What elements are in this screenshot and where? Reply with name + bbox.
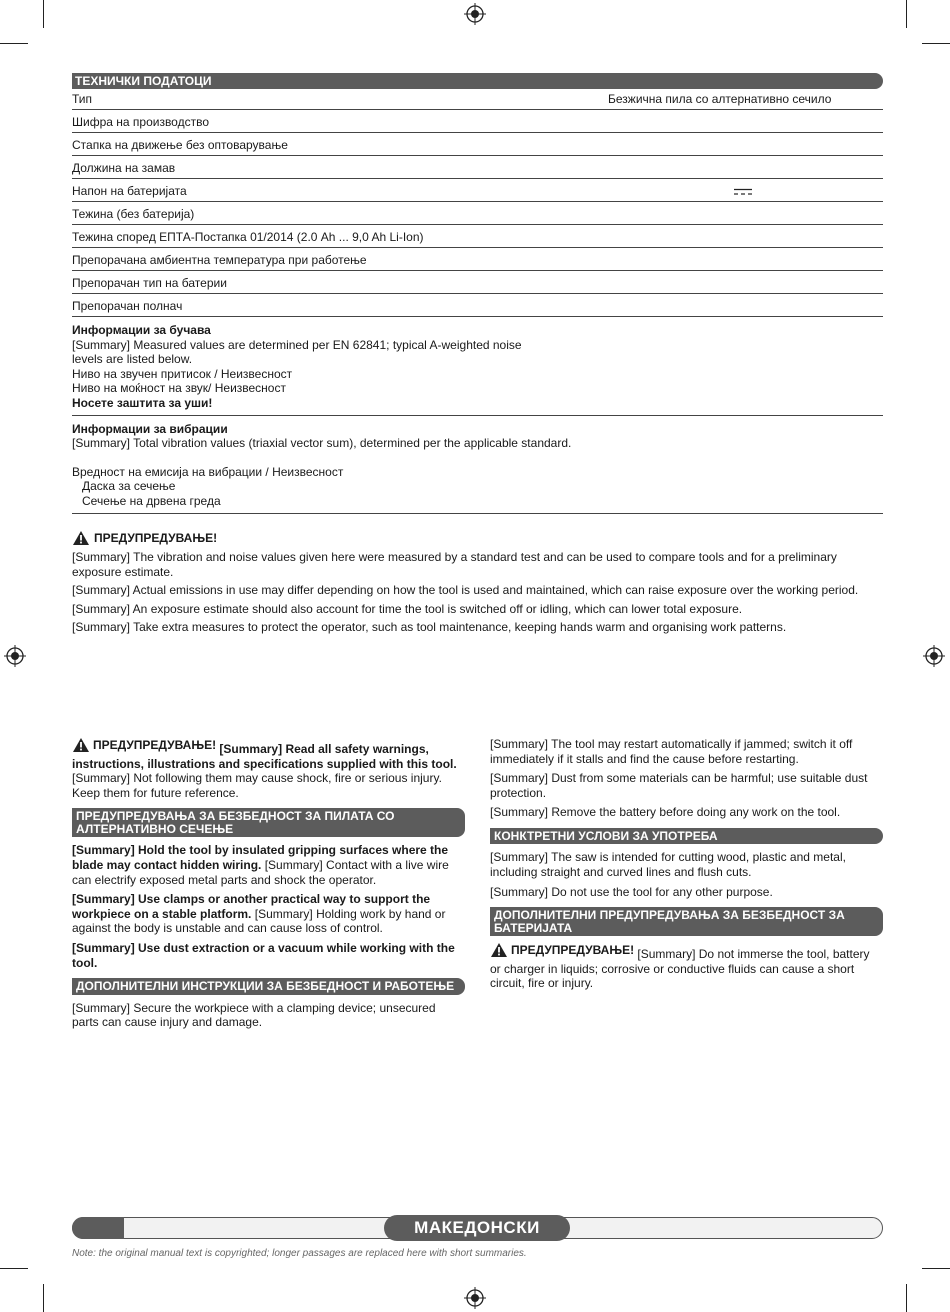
hearing-protection-note: Носете заштита за уши!	[72, 395, 213, 410]
spec-label: Препорачан полнач	[72, 299, 183, 313]
section-heading: ДОПОЛНИТЕЛНИ ИНСТРУКЦИИ ЗА БЕЗБЕДНОСТ И РАБОТЕЊЕ	[72, 978, 465, 995]
noise-information	[72, 317, 883, 416]
warning-paragraph: [Summary] Actual emissions in use may differ depending on how the tool is used and maintained, which can raise exposure over the working period.	[72, 583, 859, 598]
warning-intro	[72, 550, 883, 639]
vibration-title: Информации за вибрации	[72, 421, 228, 436]
general-safety-warning	[72, 737, 465, 800]
spec-label: Напон на батеријата	[72, 184, 187, 198]
crop-mark	[0, 43, 28, 44]
safety-paragraph: [Summary] Remove the battery before doing any work on the tool.	[490, 805, 841, 820]
usage-paragraph: [Summary] The saw is intended for cutting wood, plastic and metal, including straight and curved lines and flush cuts.	[490, 850, 846, 880]
warning-lead: ПРЕДУПРЕДУВАЊЕ!	[511, 942, 635, 957]
vibration-information	[72, 416, 883, 514]
crop-mark	[906, 1284, 907, 1312]
safety-paragraph	[72, 892, 465, 936]
spec-row	[72, 179, 883, 202]
spec-row	[72, 294, 883, 317]
crop-mark	[922, 1268, 950, 1269]
safety-paragraph	[72, 843, 465, 887]
spec-label: Тип	[72, 92, 93, 106]
spec-row	[72, 156, 883, 179]
registration-mark-icon	[464, 1287, 486, 1309]
warning-heading	[72, 530, 217, 546]
left-column	[72, 737, 465, 1035]
warning-text: [Summary] Do not immerse the tool, battery or charger in liquids; corrosive or conductive fluids can cause a short circuit, fire or injury.	[490, 947, 870, 991]
warning-triangle-icon	[490, 942, 508, 958]
safety-text: [Summary] Contact with a live wire can electrify exposed metal parts and shock the operator.	[72, 857, 449, 887]
registration-mark-icon	[923, 645, 945, 667]
spec-label: Препорачана амбиентна температура при работење	[72, 253, 367, 267]
spec-label: Препорачан тип на батерии	[72, 276, 227, 290]
registration-mark-icon	[4, 645, 26, 667]
spec-row	[72, 248, 883, 271]
safety-bold-text: [Summary] Use clamps or another practical way to support the workpiece on a stable platform.	[72, 892, 431, 921]
safety-bold-text: [Summary] Hold the tool by insulated gripping surfaces where the blade may contact hidden wiring.	[72, 843, 449, 872]
safety-text: [Summary] Holding work by hand or against the body is unstable and can cause loss of control.	[72, 906, 446, 936]
warning-triangle-icon	[72, 530, 90, 546]
crop-mark	[43, 1284, 44, 1312]
spec-row	[72, 225, 883, 248]
technical-data-heading: ТЕХНИЧКИ ПОДАТОЦИ	[72, 73, 883, 89]
right-column	[490, 737, 883, 996]
usage-paragraph: [Summary] Do not use the tool for any other purpose.	[490, 884, 773, 899]
spec-row	[72, 202, 883, 225]
safety-paragraph: [Summary] Use dust extraction or a vacuum while working with the tool.	[72, 940, 455, 970]
spec-label: Шифра на производство	[72, 115, 210, 129]
spec-label: Тежина (без батерија)	[72, 207, 195, 221]
safety-paragraph: [Summary] The tool may restart automatically if jammed; switch it off immediately if it stalls and find the cause before restarting.	[490, 737, 853, 766]
vibration-item: Сечење на дрвена греда	[82, 493, 221, 508]
footer-page-tab	[72, 1217, 124, 1239]
warning-paragraph: [Summary] Take extra measures to protect the operator, such as tool maintenance, keeping hands warm and organising work patterns.	[72, 620, 787, 635]
spec-row	[72, 110, 883, 133]
inline-warning	[490, 942, 634, 958]
inline-warning	[72, 737, 216, 753]
vibration-emission-label: Вредност на емисија на вибрации / Неизвесност	[72, 464, 344, 479]
copyright-note: Note: the original manual text is copyrighted; longer passages are replaced here with short summaries.	[72, 1248, 527, 1259]
spec-label: Стапка на движење без оптоварување	[72, 138, 288, 152]
noise-title: Информации за бучава	[72, 323, 211, 337]
battery-warning	[490, 942, 883, 991]
crop-mark	[43, 0, 44, 28]
spec-label: Должина на замав	[72, 161, 176, 175]
technical-data-table	[72, 73, 883, 514]
warning-paragraph: [Summary] The vibration and noise values given here were measured by a standard test and can be used to compare tools and for a preliminary exposure estimate.	[72, 550, 837, 579]
safety-paragraph: [Summary] Dust from some materials can be harmful; use suitable dust protection.	[490, 771, 868, 800]
crop-mark	[922, 43, 950, 44]
noise-line: Ниво на моќност на звук/ Неизвесност	[72, 381, 286, 396]
spec-value: Безжична пила со алтернативно сечило	[608, 92, 832, 106]
warning-lead: ПРЕДУПРЕДУВАЊЕ!	[93, 737, 217, 752]
spec-row	[72, 89, 883, 110]
dc-voltage-icon	[734, 188, 752, 196]
warning-triangle-icon	[72, 737, 90, 753]
section-heading: КОНКТРЕТНИ УСЛОВИ ЗА УПОТРЕБА	[490, 828, 883, 845]
spec-row	[72, 133, 883, 156]
section-heading: ДОПОЛНИТЕЛНИ ПРЕДУПРЕДУВАЊА ЗА БЕЗБЕДНОСТ ЗА БАТЕРИЈАТА	[490, 907, 883, 936]
safety-paragraph: [Summary] Secure the workpiece with a clamping device; unsecured parts can cause injury and damage.	[72, 1000, 436, 1030]
noise-line: Ниво на звучен притисок / Неизвесност	[72, 366, 293, 381]
vibration-item: Даска за сечење	[82, 479, 176, 494]
warning-bold-text: [Summary] Read all safety warnings, instructions, illustrations and specifications supplied with this tool.	[72, 742, 457, 771]
registration-mark-icon	[464, 3, 486, 25]
spec-row	[72, 271, 883, 294]
language-label: МАКЕДОНСКИ	[384, 1215, 570, 1241]
section-heading: ПРЕДУПРЕДУВАЊА ЗА БЕЗБЕДНОСТ ЗА ПИЛАТА СО АЛТЕРНАТИВНО СЕЧЕЊЕ	[72, 808, 465, 837]
noise-summary: [Summary] Measured values are determined per EN 62841; typical A-weighted noise levels are listed below.	[72, 337, 522, 367]
vibration-summary: [Summary] Total vibration values (triaxial vector sum), determined per the applicable standard.	[72, 436, 572, 451]
crop-mark	[0, 1268, 28, 1269]
warning-heading-text: ПРЕДУПРЕДУВАЊЕ!	[94, 530, 218, 545]
warning-paragraph: [Summary] An exposure estimate should also account for time the tool is switched off or idling, which can lower total exposure.	[72, 601, 743, 616]
spec-label: Тежина според ЕПТА-Постапка 01/2014 (2.0 Ah ... 9,0 Ah Li-Ion)	[72, 230, 424, 244]
crop-mark	[906, 0, 907, 28]
warning-text: [Summary] Not following them may cause shock, fire or serious injury. Keep them for future reference.	[72, 771, 442, 800]
